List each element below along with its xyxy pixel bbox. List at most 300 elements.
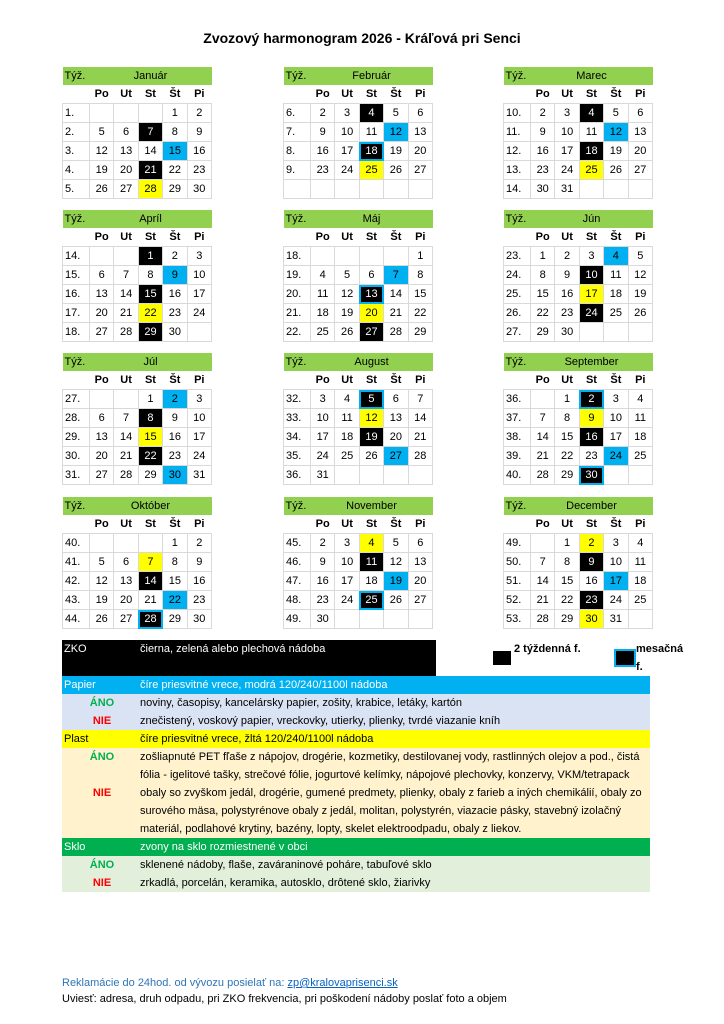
day-cell: 2 bbox=[555, 247, 579, 266]
day-cell: 6 bbox=[114, 123, 138, 142]
day-header: Št bbox=[610, 88, 622, 100]
day-cell: 31 bbox=[555, 180, 579, 199]
week-number: 34. bbox=[284, 428, 311, 447]
day-cell: 16 bbox=[311, 572, 335, 591]
day-cell: 19 bbox=[90, 591, 114, 610]
day-header: St bbox=[365, 88, 377, 100]
day-cell: 25 bbox=[628, 447, 652, 466]
day-cell: 10 bbox=[604, 409, 628, 428]
day-cell: 1 bbox=[555, 534, 579, 553]
day-cell: 14 bbox=[384, 285, 408, 304]
week-number: 13. bbox=[504, 161, 531, 180]
day-cell: 2 bbox=[163, 390, 187, 409]
week-number: 14. bbox=[504, 180, 531, 199]
day-cell: 8 bbox=[138, 266, 162, 285]
day-header: Ut bbox=[120, 88, 132, 100]
month-1 bbox=[62, 67, 212, 199]
day-cell: 20 bbox=[90, 447, 114, 466]
day-cell: 7 bbox=[384, 266, 408, 285]
day-cell: 16 bbox=[187, 142, 211, 161]
page-title: Zvozový harmonogram 2026 - Kráľová pri Senci bbox=[203, 30, 521, 46]
day-cell: 11 bbox=[311, 285, 335, 304]
day-cell: 12 bbox=[90, 142, 114, 161]
day-cell bbox=[335, 180, 359, 199]
week-row bbox=[63, 285, 212, 304]
week-row bbox=[63, 447, 212, 466]
day-cell: 2 bbox=[579, 534, 603, 553]
day-cell: 25 bbox=[604, 304, 628, 323]
day-cell: 17 bbox=[311, 428, 335, 447]
day-cell: 17 bbox=[335, 572, 359, 591]
legend-plast-ano: ÁNO zošliapnuté PET fľaše z nápojov, drogérie, kozmetiky, destilovanej vody, rastlinných olejov a pod., čistá fólia - igelitové tašky, strečové fólie, jogurtové kelímky, nápojové plechovky, konzervy, VKM/tetrapack bbox=[62, 748, 650, 784]
day-cell: 15 bbox=[163, 572, 187, 591]
day-cell: 7 bbox=[138, 123, 162, 142]
day-cell: 20 bbox=[408, 572, 432, 591]
day-cell: 26 bbox=[604, 161, 628, 180]
week-row bbox=[504, 572, 653, 591]
day-cell: 26 bbox=[90, 610, 114, 629]
day-cell: 23 bbox=[311, 161, 335, 180]
day-cell: 8 bbox=[163, 123, 187, 142]
day-cell bbox=[408, 466, 432, 485]
week-number: 33. bbox=[284, 409, 311, 428]
day-cell: 10 bbox=[335, 553, 359, 572]
day-cell: 31 bbox=[604, 610, 628, 629]
day-cell: 12 bbox=[384, 123, 408, 142]
week-row bbox=[504, 104, 653, 123]
week-number: 28. bbox=[63, 409, 90, 428]
week-label: Týž. bbox=[504, 67, 531, 85]
day-cell: 10 bbox=[604, 553, 628, 572]
week-row bbox=[284, 142, 433, 161]
day-cell: 25 bbox=[335, 447, 359, 466]
day-header: St bbox=[144, 88, 156, 100]
day-cell: 30 bbox=[555, 323, 579, 342]
day-cell: 13 bbox=[408, 123, 432, 142]
day-header: Št bbox=[390, 231, 402, 243]
week-row bbox=[504, 142, 653, 161]
day-cell: 15 bbox=[163, 142, 187, 161]
day-cell: 9 bbox=[531, 123, 555, 142]
day-cell bbox=[579, 180, 603, 199]
legend-sklo: Sklo zvony na sklo rozmiestnené v obci bbox=[62, 838, 650, 856]
day-cell: 5 bbox=[384, 104, 408, 123]
week-row bbox=[63, 142, 212, 161]
week-number: 52. bbox=[504, 591, 531, 610]
day-cell: 10 bbox=[335, 123, 359, 142]
day-cell: 16 bbox=[311, 142, 335, 161]
day-cell: 9 bbox=[555, 266, 579, 285]
day-cell bbox=[335, 610, 359, 629]
week-label: Týž. bbox=[63, 210, 90, 228]
day-cell: 11 bbox=[359, 553, 383, 572]
week-row bbox=[504, 123, 653, 142]
week-row bbox=[504, 534, 653, 553]
day-cell: 3 bbox=[604, 390, 628, 409]
week-number: 37. bbox=[504, 409, 531, 428]
day-cell bbox=[335, 247, 359, 266]
day-cell: 5 bbox=[335, 266, 359, 285]
legend-sklo-ano: ÁNO sklenené nádoby, flaše, zaváraninové poháre, tabuľové sklo bbox=[62, 856, 650, 874]
day-cell: 22 bbox=[163, 591, 187, 610]
month-8 bbox=[283, 353, 433, 485]
week-number: 53. bbox=[504, 610, 531, 629]
month-name: August bbox=[311, 353, 433, 371]
legend-plast: Plast číre priesvitné vrece, žltá 120/240/1100l nádoba bbox=[62, 730, 650, 748]
day-cell: 28 bbox=[138, 610, 162, 629]
day-header: Ut bbox=[561, 374, 573, 386]
week-number: 30. bbox=[63, 447, 90, 466]
day-cell: 11 bbox=[359, 123, 383, 142]
day-cell bbox=[604, 466, 628, 485]
day-cell: 19 bbox=[90, 161, 114, 180]
day-cell: 9 bbox=[163, 409, 187, 428]
day-header: St bbox=[585, 518, 597, 530]
day-cell: 27 bbox=[90, 323, 114, 342]
day-cell bbox=[114, 247, 138, 266]
week-number: 49. bbox=[284, 610, 311, 629]
day-header: St bbox=[144, 518, 156, 530]
week-row bbox=[504, 409, 653, 428]
day-cell: 9 bbox=[579, 409, 603, 428]
day-header: Pi bbox=[194, 88, 205, 100]
day-cell: 12 bbox=[604, 123, 628, 142]
week-number: 45. bbox=[284, 534, 311, 553]
day-cell: 10 bbox=[555, 123, 579, 142]
day-cell: 3 bbox=[187, 390, 211, 409]
day-cell: 26 bbox=[384, 591, 408, 610]
week-number: 46. bbox=[284, 553, 311, 572]
day-header: Ut bbox=[341, 518, 353, 530]
day-cell bbox=[604, 323, 628, 342]
day-cell: 8 bbox=[531, 266, 555, 285]
week-number: 42. bbox=[63, 572, 90, 591]
day-cell: 20 bbox=[408, 142, 432, 161]
day-cell: 2 bbox=[163, 247, 187, 266]
day-cell: 20 bbox=[90, 304, 114, 323]
day-cell: 25 bbox=[311, 323, 335, 342]
week-row bbox=[504, 161, 653, 180]
day-header: Po bbox=[94, 88, 109, 100]
week-number: 11. bbox=[504, 123, 531, 142]
week-number: 9. bbox=[284, 161, 311, 180]
week-number: 25. bbox=[504, 285, 531, 304]
day-cell: 11 bbox=[628, 409, 652, 428]
day-header: Št bbox=[169, 88, 181, 100]
day-header: Po bbox=[535, 374, 550, 386]
week-row bbox=[284, 123, 433, 142]
day-cell: 20 bbox=[114, 591, 138, 610]
week-row bbox=[284, 161, 433, 180]
day-cell: 23 bbox=[531, 161, 555, 180]
day-cell bbox=[384, 180, 408, 199]
day-cell: 31 bbox=[187, 466, 211, 485]
day-cell: 19 bbox=[604, 142, 628, 161]
week-number: 18. bbox=[63, 323, 90, 342]
day-header: Št bbox=[390, 518, 402, 530]
day-cell: 3 bbox=[604, 534, 628, 553]
day-cell: 29 bbox=[408, 323, 432, 342]
week-row bbox=[504, 447, 653, 466]
day-cell bbox=[359, 180, 383, 199]
day-header: Št bbox=[390, 88, 402, 100]
day-cell: 13 bbox=[384, 409, 408, 428]
day-cell: 2 bbox=[187, 534, 211, 553]
day-header: Pi bbox=[415, 374, 426, 386]
day-cell: 30 bbox=[531, 180, 555, 199]
day-header: Po bbox=[315, 231, 330, 243]
week-label: Týž. bbox=[63, 67, 90, 85]
day-cell: 12 bbox=[359, 409, 383, 428]
day-cell: 29 bbox=[531, 323, 555, 342]
day-cell: 3 bbox=[335, 534, 359, 553]
week-row bbox=[63, 390, 212, 409]
day-cell: 17 bbox=[187, 285, 211, 304]
week-row bbox=[284, 247, 433, 266]
day-cell: 6 bbox=[114, 553, 138, 572]
day-cell: 27 bbox=[114, 180, 138, 199]
day-cell: 25 bbox=[359, 161, 383, 180]
week-number: 7. bbox=[284, 123, 311, 142]
day-cell bbox=[114, 534, 138, 553]
day-cell: 26 bbox=[335, 323, 359, 342]
day-header: Po bbox=[94, 231, 109, 243]
week-number: 35. bbox=[284, 447, 311, 466]
day-cell: 19 bbox=[384, 572, 408, 591]
day-cell: 4 bbox=[359, 534, 383, 553]
day-header: St bbox=[144, 231, 156, 243]
day-cell: 15 bbox=[138, 285, 162, 304]
day-cell: 2 bbox=[311, 534, 335, 553]
day-cell: 16 bbox=[163, 428, 187, 447]
day-cell: 15 bbox=[138, 428, 162, 447]
day-cell: 13 bbox=[90, 428, 114, 447]
day-cell: 10 bbox=[311, 409, 335, 428]
day-cell: 10 bbox=[579, 266, 603, 285]
day-cell: 9 bbox=[163, 266, 187, 285]
day-cell bbox=[187, 323, 211, 342]
day-cell: 1 bbox=[138, 390, 162, 409]
week-number: 24. bbox=[504, 266, 531, 285]
month-5 bbox=[283, 210, 433, 342]
week-row bbox=[284, 610, 433, 629]
day-cell bbox=[384, 610, 408, 629]
week-row bbox=[504, 285, 653, 304]
week-row bbox=[284, 409, 433, 428]
day-cell: 21 bbox=[531, 447, 555, 466]
day-cell: 28 bbox=[138, 180, 162, 199]
day-cell: 18 bbox=[579, 142, 603, 161]
day-cell: 12 bbox=[384, 553, 408, 572]
week-number: 39. bbox=[504, 447, 531, 466]
day-cell: 5 bbox=[628, 247, 652, 266]
week-number: 26. bbox=[504, 304, 531, 323]
day-cell: 15 bbox=[531, 285, 555, 304]
month-name: Máj bbox=[311, 210, 433, 228]
month-name: September bbox=[531, 353, 653, 371]
monthly-swatch bbox=[614, 649, 636, 667]
day-cell: 3 bbox=[579, 247, 603, 266]
day-cell bbox=[408, 180, 432, 199]
day-header: Po bbox=[535, 231, 550, 243]
day-cell bbox=[138, 104, 162, 123]
month-4 bbox=[62, 210, 212, 342]
week-number: 36. bbox=[504, 390, 531, 409]
day-cell: 6 bbox=[359, 266, 383, 285]
day-cell: 21 bbox=[138, 591, 162, 610]
week-row bbox=[63, 323, 212, 342]
day-header: Št bbox=[169, 518, 181, 530]
day-cell bbox=[408, 610, 432, 629]
day-cell: 30 bbox=[187, 180, 211, 199]
day-header: St bbox=[585, 374, 597, 386]
week-row bbox=[63, 610, 212, 629]
day-cell bbox=[628, 180, 652, 199]
day-cell: 27 bbox=[114, 610, 138, 629]
day-cell: 27 bbox=[408, 591, 432, 610]
complaint-email-link[interactable]: zp@kralovaprisenci.sk bbox=[287, 977, 398, 989]
day-cell: 3 bbox=[311, 390, 335, 409]
day-cell bbox=[90, 247, 114, 266]
day-cell: 24 bbox=[335, 591, 359, 610]
day-cell bbox=[531, 390, 555, 409]
day-header: Ut bbox=[561, 88, 573, 100]
day-cell: 27 bbox=[408, 161, 432, 180]
day-header: Po bbox=[94, 518, 109, 530]
week-label: Týž. bbox=[504, 353, 531, 371]
day-cell: 4 bbox=[335, 390, 359, 409]
day-cell bbox=[384, 247, 408, 266]
day-cell: 29 bbox=[138, 323, 162, 342]
day-cell: 25 bbox=[359, 591, 383, 610]
footer: Reklamácie do 24hod. od vývozu posielať na: zp@kralovaprisenci.sk Uviesť: adresa, druh odpadu, pri ZKO frekvencia, pri poškodení nádoby poslať foto a objem bbox=[62, 977, 507, 1005]
day-header: Pi bbox=[194, 231, 205, 243]
week-row bbox=[504, 247, 653, 266]
week-number: 4. bbox=[63, 161, 90, 180]
day-cell bbox=[384, 466, 408, 485]
day-header: Št bbox=[610, 374, 622, 386]
week-number: 47. bbox=[284, 572, 311, 591]
week-number: 18. bbox=[284, 247, 311, 266]
day-cell: 4 bbox=[311, 266, 335, 285]
day-cell: 24 bbox=[335, 161, 359, 180]
week-row bbox=[284, 104, 433, 123]
day-header: Po bbox=[94, 374, 109, 386]
day-cell bbox=[90, 390, 114, 409]
month-7 bbox=[62, 353, 212, 485]
week-number: 16. bbox=[63, 285, 90, 304]
legend bbox=[62, 640, 684, 892]
legend-papier-ano: ÁNO noviny, časopisy, kancelársky papier, zošity, krabice, letáky, kartón bbox=[62, 694, 650, 712]
day-cell: 30 bbox=[311, 610, 335, 629]
month-name: Jún bbox=[531, 210, 653, 228]
day-cell: 25 bbox=[579, 161, 603, 180]
day-cell: 7 bbox=[531, 553, 555, 572]
day-header: St bbox=[365, 374, 377, 386]
week-number: 51. bbox=[504, 572, 531, 591]
day-cell: 6 bbox=[384, 390, 408, 409]
month-name: Marec bbox=[531, 67, 653, 85]
legend-sklo-nie: NIE zrkadlá, porcelán, keramika, autosklo, drôtené sklo, žiarivky bbox=[62, 874, 650, 892]
day-cell: 11 bbox=[579, 123, 603, 142]
day-cell: 20 bbox=[114, 161, 138, 180]
day-cell: 5 bbox=[604, 104, 628, 123]
day-cell: 1 bbox=[408, 247, 432, 266]
day-cell: 7 bbox=[531, 409, 555, 428]
day-cell: 8 bbox=[408, 266, 432, 285]
month-10 bbox=[62, 497, 212, 629]
legend-zko: ZKO čierna, zelená alebo plechová nádoba 2 týždenná f. mesačná f. bbox=[62, 640, 650, 676]
day-cell bbox=[138, 534, 162, 553]
week-row bbox=[284, 466, 433, 485]
day-cell: 24 bbox=[187, 447, 211, 466]
day-cell: 16 bbox=[187, 572, 211, 591]
day-cell bbox=[114, 104, 138, 123]
day-cell: 29 bbox=[555, 610, 579, 629]
week-row bbox=[504, 304, 653, 323]
day-cell: 23 bbox=[187, 161, 211, 180]
week-number: 43. bbox=[63, 591, 90, 610]
week-row bbox=[284, 591, 433, 610]
day-cell: 23 bbox=[555, 304, 579, 323]
day-cell: 26 bbox=[384, 161, 408, 180]
day-header: Pi bbox=[635, 88, 646, 100]
day-cell: 18 bbox=[311, 304, 335, 323]
day-header: Ut bbox=[341, 374, 353, 386]
day-cell: 22 bbox=[163, 161, 187, 180]
day-cell bbox=[359, 610, 383, 629]
week-row bbox=[63, 409, 212, 428]
week-label: Týž. bbox=[284, 210, 311, 228]
day-header: Št bbox=[610, 231, 622, 243]
day-header: Pi bbox=[415, 88, 426, 100]
day-header: Št bbox=[610, 518, 622, 530]
day-cell: 14 bbox=[531, 428, 555, 447]
week-number: 1. bbox=[63, 104, 90, 123]
day-cell: 28 bbox=[384, 323, 408, 342]
day-cell: 23 bbox=[187, 591, 211, 610]
week-number: 32. bbox=[284, 390, 311, 409]
day-cell bbox=[335, 466, 359, 485]
month-name: Február bbox=[311, 67, 433, 85]
day-cell: 28 bbox=[408, 447, 432, 466]
day-cell bbox=[628, 610, 652, 629]
day-cell: 13 bbox=[359, 285, 383, 304]
week-number: 5. bbox=[63, 180, 90, 199]
day-cell: 19 bbox=[384, 142, 408, 161]
month-name: Január bbox=[90, 67, 212, 85]
day-header: Po bbox=[535, 88, 550, 100]
day-header: Po bbox=[315, 518, 330, 530]
day-header: Ut bbox=[561, 518, 573, 530]
day-cell: 8 bbox=[163, 553, 187, 572]
week-row bbox=[63, 553, 212, 572]
week-number: 12. bbox=[504, 142, 531, 161]
day-cell bbox=[90, 534, 114, 553]
week-row bbox=[504, 180, 653, 199]
day-cell: 30 bbox=[579, 610, 603, 629]
day-cell bbox=[628, 466, 652, 485]
week-row bbox=[63, 266, 212, 285]
week-row bbox=[63, 104, 212, 123]
week-number: 19. bbox=[284, 266, 311, 285]
week-label: Týž. bbox=[63, 353, 90, 371]
day-cell: 5 bbox=[384, 534, 408, 553]
month-9 bbox=[503, 353, 653, 485]
day-cell: 13 bbox=[628, 123, 652, 142]
day-header: Po bbox=[535, 518, 550, 530]
day-cell: 17 bbox=[335, 142, 359, 161]
